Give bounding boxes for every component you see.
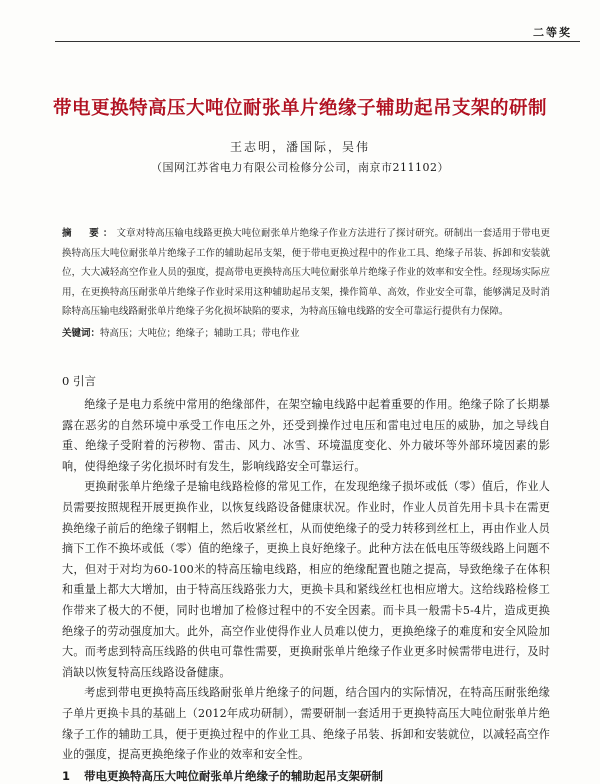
affiliation: （国网江苏省电力有限公司检修分公司，南京市211102）: [151, 161, 449, 174]
paragraph: 考虑到带电更换特高压线路耐张单片绝缘子的问题，结合国内的实际情况，在特高压耐张绝缘子单片更换卡具的基础上（2012年成功研制），需要研制一套适用于更换特高压大吨位耐张单片绝缘子工作的辅助工具，便于更换过程中的作业工具、绝缘子吊装、拆卸和安装就位，以减轻高空作业的强度，提高更换绝缘子作业的效率和安全性。: [62, 686, 550, 762]
intro-body: [62, 395, 550, 766]
section-heading-1: [62, 768, 383, 784]
paragraph: 绝缘子是电力系统中常用的绝缘部件，在架空输电线路中起着重要的作用。绝缘子除了长期暴露在恶劣的自然环境中承受工作电压之外，还受到操作过电压和雷电过电压的威胁，加之导线自重、绝缘子受附着的污秽物、雷击、风力、冰雪、环境温度变化、外力破坏等外部环境因素的影响，使得绝缘子劣化损坏时有发生，影响线路安全可靠运行。: [62, 398, 550, 473]
section-heading-intro: 0 引言: [62, 374, 96, 388]
keywords-label: 关键词：: [62, 328, 101, 339]
award-tag: 二等奖: [533, 26, 572, 39]
paper-title: 带电更换特高压大吨位耐张单片绝缘子辅助起吊支架的研制: [52, 98, 547, 119]
section-number: 1: [62, 769, 71, 783]
abstract-label: 摘 要：: [62, 228, 117, 239]
keywords: [62, 325, 550, 339]
abstract: [62, 224, 550, 322]
section-title: 带电更换特高压大吨位耐张单片绝缘子的辅助起吊支架研制: [84, 769, 383, 783]
keywords-text: 特高压；大吨位；绝缘子；辅助工具；带电作业: [100, 328, 300, 339]
paragraph: 更换耐张单片绝缘子是输电线路检修的常见工作，在发现绝缘子损坏或低（零）值后，作业人员需要按照规程开展更换作业，以恢复线路设备健康状况。作业时，作业人员首先用卡具卡在需更换绝缘子前后的绝缘子钢帽上，然后收紧丝杠，从而使绝缘子的受力转移到丝杠上，再由作业人员摘下工作不换坏或低（零）值的绝缘子，更换上良好绝缘子。此种方法在低电压等级线路上问题不大，但对于对均为60-100米的特高压输电线路，相应的绝缘配置也随之提高，导致绝缘子在体积和重量上都大大增加，由于特高压线路张力大，更换卡具和紧线丝杠也相应增大。这给线路检修工作带来了极大的不便，同时也增加了检修过程中的不安全因素。而卡具一般需卡5-4片，造成更换绝缘子的劳动强度加大。此外，高空作业使得作业人员难以使力，更换绝缘子的难度和安全风险加大。而考虑到特高压线路的供电可靠性需要，更换耐张单片绝缘子作业更多时候需带电进行，及时消缺以恢复特高压线路设备健康。: [62, 480, 550, 679]
author-list: 王志明，潘国际，吴伟: [229, 140, 370, 154]
header-rule: [55, 41, 580, 42]
abstract-text: 文章对特高压输电线路更换大吨位耐张单片绝缘子作业方法进行了探讨研究。研制出一套适用于带电更换特高压大吨位耐张单片绝缘子工作的辅助起吊支架，便于带电更换过程中的作业工具、绝缘子吊装、拆卸和安装就位，大大减轻高空作业人员的强度，提高带电更换特高压大吨位耐张单片绝缘子作业的效率和安全性。经现场实际应用，在更换特高压耐张单片绝缘子作业时采用这种辅助起吊支架，操作简单、高效，作业安全可靠，能够满足及时消除特高压输电线路耐张单片绝缘子劣化损坏缺陷的要求，为特高压输电线路的安全可靠运行提供有力保障。: [62, 228, 550, 318]
